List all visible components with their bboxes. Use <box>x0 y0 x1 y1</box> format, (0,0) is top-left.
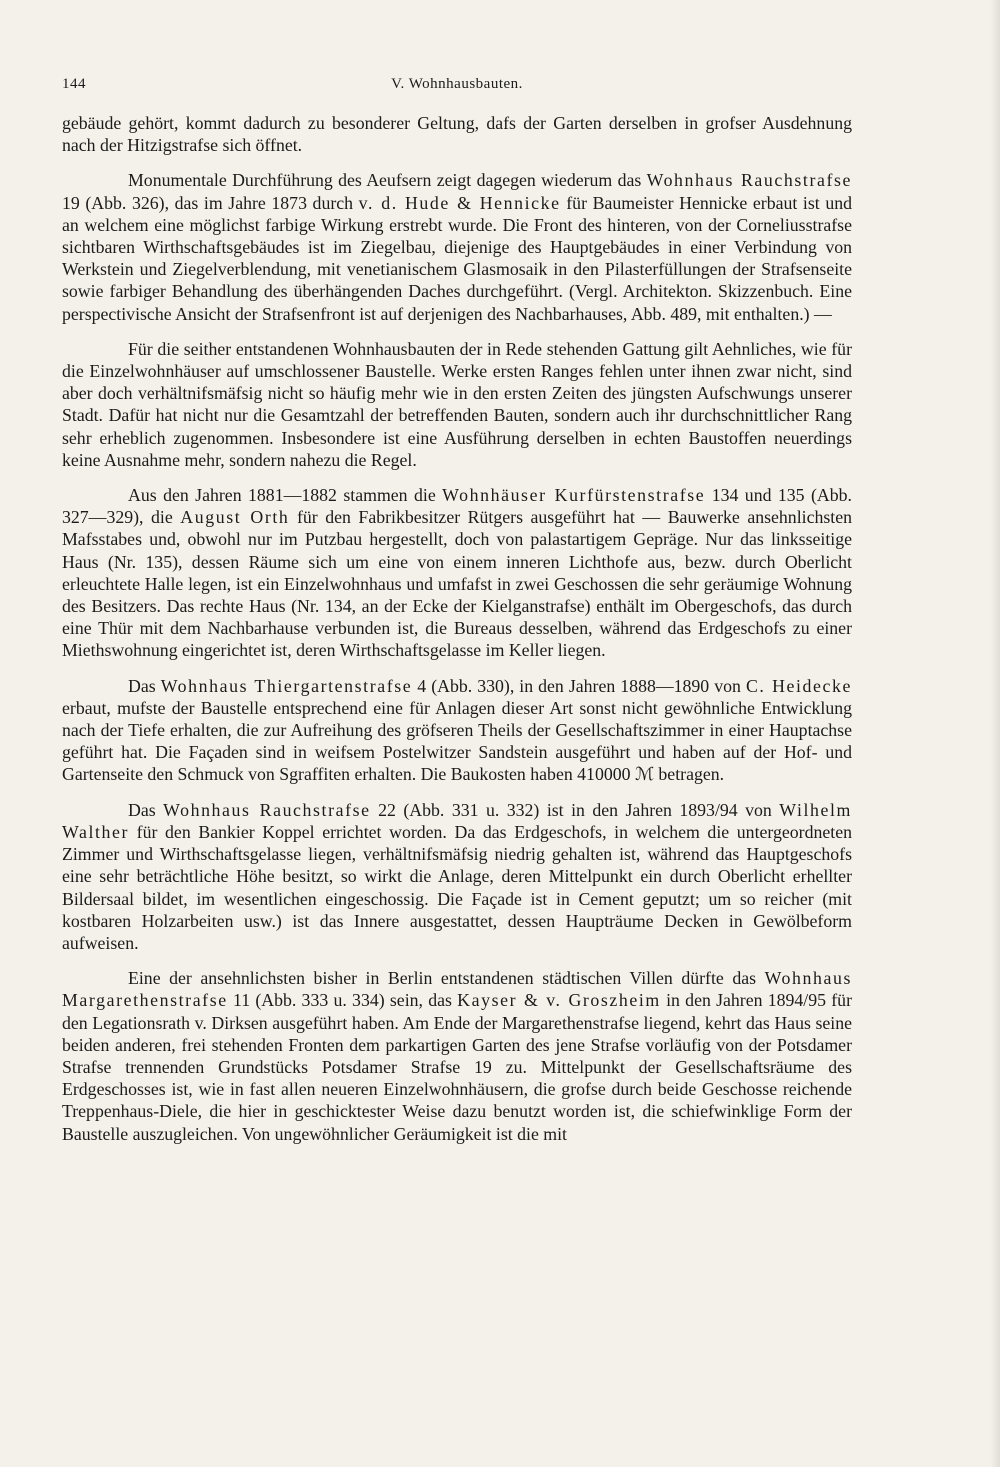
text-run: Das <box>128 799 164 820</box>
running-head <box>62 68 852 98</box>
paragraph <box>62 675 852 786</box>
text-run: gebäude gehört, kommt dadurch zu besonderer Geltung, dafs der Garten derselben in grofser Ausdehnung nach der Hitzigstrafse sich öffnet. <box>62 113 852 156</box>
text-run: 134 und 135 (Abb. 327—329), die <box>62 485 852 528</box>
text-run: Eine der ansehnlichsten bisher in Berlin entstandenen städtischen Villen dürfte das <box>128 968 765 989</box>
paragraph <box>62 169 852 324</box>
paragraph <box>62 112 852 156</box>
paragraph <box>62 338 852 471</box>
text-run: Das <box>128 675 161 696</box>
text-run: Aus den Jahren 1881—1882 stammen die <box>128 485 443 506</box>
spaced-name: Wohnhaus Rauchstrafse <box>646 170 852 191</box>
spaced-name: Wilhelm Walther <box>62 799 852 842</box>
text-run: Monumentale Durchführung des Aeufsern zeigt dagegen wiederum das <box>128 170 647 191</box>
book-page <box>62 68 852 1428</box>
page-edge <box>990 0 1000 1467</box>
spaced-name: Wohnhaus Thiergartenstrafse <box>160 675 413 696</box>
text-run: 11 (Abb. 333 u. 334) sein, das <box>227 990 458 1011</box>
body-text <box>62 112 852 1145</box>
paragraph <box>62 799 852 954</box>
text-run: in den Jahren 1894/95 für den Legationsrath v. Dirksen ausgeführt haben. Am Ende der Margarethenstrafse liegend, kehrt das Haus seine beiden anderen, frei stehenden Fronten dem parkartigen Garten des jene Strafse vorläufig von der Potsdamer Strafse trennenden Grundstücks Potsdamer Strafse 19 zu. Mittelpunkt der Gesellschaftsräume des Erdgeschosses ist, wie in fast allen neueren Einzelwohnhäusern, die grofse durch beide Geschosse reichende Treppenhaus-Diele, die hier in geschicktester Weise dazu benutzt worden ist, die schiefwinklige Form der Baustelle auszugleichen. Von ungewöhnlicher Geräumigkeit ist die mit <box>62 990 852 1144</box>
text-run: 4 (Abb. 330), in den Jahren 1888—1890 von <box>412 675 746 696</box>
text-run: für Baumeister Hennicke erbaut ist und an welchem eine möglichst farbige Wirkung erstrebt wurde. Die Front des hinteren, von der Corneliusstrafse sichtbaren Wirthschaftsgebäudes ist im Ziegelbau, diejenige des Hauptgebäudes in einer Verbindung von Werkstein und Ziegelverblendung, mit venetianischem Glasmosaik in den Pilasterfüllungen der Strafsenseite sowie farbiger Behandlung des überhängenden Daches durchgeführt. (Vergl. Architekton. Skizzenbuch. Eine perspectivische Ansicht der Strafsenfront ist auf derjenigen des Nachbarhauses, Abb. 489, mit enthalten.) — <box>62 192 852 324</box>
spaced-name: Wohnhäuser Kurfürstenstrafse <box>442 485 706 506</box>
spaced-name: C. Heidecke <box>745 675 852 696</box>
text-run: erbaut, mufste der Baustelle entsprechend eine für Anlagen dieser Art sonst nicht gewöhnliche Entwicklung nach der Tiefe erhalten, die zur Aufreihung des gröfseren Theils der Gesellschaftszimmer in einer Hauptachse geführt hat. Die Façaden sind in weifsem Postelwitzer Sandstein ausgeführt und haben auf der Hof- und Gartenseite den Schmuck von Sgraffiten erhalten. Die Baukosten haben 410000 ℳ betragen. <box>62 697 852 785</box>
text-run: 22 (Abb. 331 u. 332) ist in den Jahren 1893/94 von <box>370 799 780 820</box>
text-run: Für die seither entstandenen Wohnhausbauten der in Rede stehenden Gattung gilt Aehnliches, wie für die Einzelwohnhäuser auf umschlossener Baustelle. Werke ersten Ranges fehlen unter ihnen zwar nicht, sind aber doch verhältnifsmäfsig nicht so häufig mehr wie in den ersten Zeiten des jüngsten Aufschwungs unserer Stadt. Dafür hat nicht nur die Gesamtzahl der betreffenden Bauten, sondern auch ihr durchschnittlicher Rang sehr erheblich zugenommen. Insbesondere ist eine Ausführung derselben in echten Baustoffen neuerdings keine Ausnahme mehr, sondern nahezu die Regel. <box>62 338 852 470</box>
paragraph <box>62 967 852 1145</box>
spaced-name: Wohnhaus Rauchstrafse <box>163 799 371 820</box>
text-run: für den Bankier Koppel errichtet worden. Da das Erdgeschofs, in welchem die untergeordneten Zimmer und Wirthschaftsgelasse liegen, verhältnifsmäfsig niedrig gehalten ist, während das Hauptgeschofs eine sehr beträchtliche Höhe besitzt, so wirkt die Anlage, deren Mittelpunkt ein durch Oberlicht erhellter Bildersaal bildet, im wesentlichen eingeschossig. Die Façade ist in Cement geputzt; um so reicher (mit kostbaren Holzarbeiten usw.) ist das Innere ausgestattet, dessen Haupträume Decken in Gewölbeform aufweisen. <box>62 821 852 953</box>
text-run: für den Fabrikbesitzer Rütgers ausgeführt hat — Bauwerke ansehnlichsten Mafsstabes und, obwohl nur im Putzbau hergestellt, doch von palastartigem Gepräge. Nur das linksseitige Haus (Nr. 135), dessen Räume sich um eine von einem inneren Lichthofe aus, bezw. durch Oberlicht erleuchtete Halle legen, ist ein Einzelwohnhaus und umfafst in zwei Geschossen die sehr geräumige Wohnung des Besitzers. Das rechte Haus (Nr. 134, an der Ecke der Kielganstrafse) enthält im Obergeschofs, das durch eine Thür mit dem Nachbarhause verbunden ist, die Bureaus desselben, während das Erdgeschofs zu einer Miethswohnung eingerichtet ist, deren Wirthschaftsgelasse im Keller liegen. <box>62 507 852 661</box>
page-number: 144 <box>62 76 86 92</box>
spaced-name: Kayser & v. Groszheim <box>457 990 661 1011</box>
spaced-name: August Orth <box>180 507 290 528</box>
text-run: 19 (Abb. 326), das im Jahre 1873 durch <box>62 192 359 213</box>
spaced-name: v. d. Hude & Hennicke <box>358 192 561 213</box>
paragraph <box>62 484 852 662</box>
spaced-name: Wohnhaus Margarethenstrafse <box>62 968 852 1011</box>
chapter-title: V. Wohnhausbauten. <box>391 76 523 92</box>
